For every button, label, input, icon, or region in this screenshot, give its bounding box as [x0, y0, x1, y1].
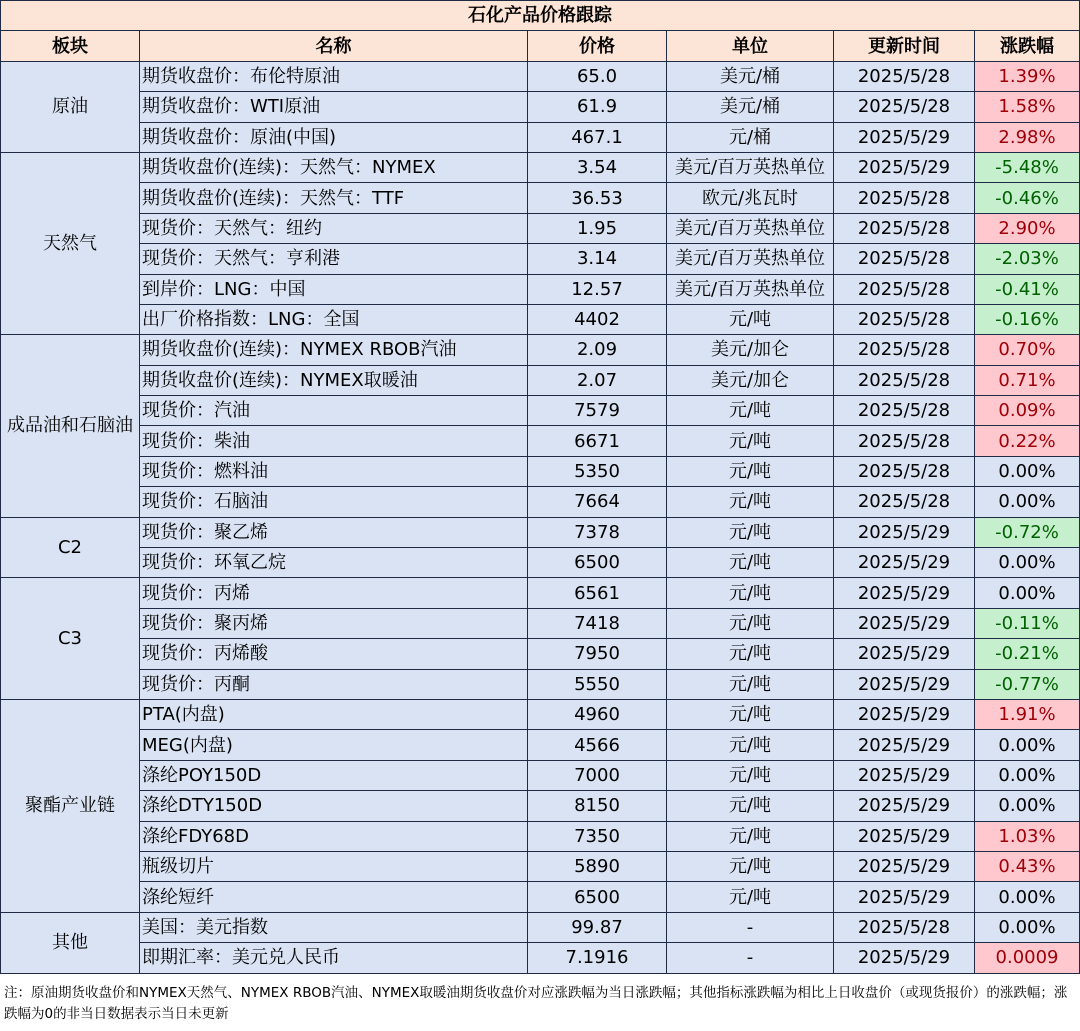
date-cell: 2025/5/29	[834, 699, 975, 729]
price-cell: 5550	[528, 669, 667, 699]
sector-cell: 聚酯产业链	[1, 699, 140, 912]
footnote: 注：原油期货收盘价和NYMEX天然气、NYMEX RBOB汽油、NYMEX取暖油期货收盘价对应涨跌幅为当日涨跌幅；其他指标涨跌幅为相比上日收盘价（或现货报价）的涨跌幅；涨跌幅为0的非当日数据表示当日未更新	[4, 985, 1068, 1022]
date-cell: 2025/5/29	[834, 851, 975, 881]
name-cell: 涤纶DTY150D	[140, 791, 528, 821]
name-cell: 瓶级切片	[140, 851, 528, 881]
name-cell: 期货收盘价：WTI原油	[140, 92, 528, 122]
change-cell: 0.00%	[975, 791, 1080, 821]
date-cell: 2025/5/28	[834, 912, 975, 942]
change-cell: -0.77%	[975, 669, 1080, 699]
table-row	[1, 882, 1080, 912]
price-cell: 7664	[528, 487, 667, 517]
price-cell: 5890	[528, 851, 667, 881]
table-row	[1, 213, 1080, 243]
unit-cell: 元/吨	[667, 426, 834, 456]
unit-cell: 元/吨	[667, 396, 834, 426]
price-cell: 4960	[528, 699, 667, 729]
change-cell: 2.98%	[975, 122, 1080, 152]
header-date: 更新时间	[834, 31, 975, 61]
unit-cell: 元/吨	[667, 821, 834, 851]
sector-cell: C3	[1, 578, 140, 700]
table-row	[1, 669, 1080, 699]
unit-cell: 元/吨	[667, 456, 834, 486]
price-cell: 7000	[528, 760, 667, 790]
change-cell: 0.00%	[975, 578, 1080, 608]
date-cell: 2025/5/29	[834, 152, 975, 182]
date-cell: 2025/5/29	[834, 821, 975, 851]
price-cell: 2.09	[528, 335, 667, 365]
table-row	[1, 122, 1080, 152]
date-cell: 2025/5/29	[834, 639, 975, 669]
unit-cell: 元/吨	[667, 487, 834, 517]
name-cell: 期货收盘价：布伦特原油	[140, 61, 528, 91]
name-cell: 期货收盘价(连续)：NYMEX取暖油	[140, 365, 528, 395]
name-cell: 到岸价：LNG：中国	[140, 274, 528, 304]
unit-cell: 元/吨	[667, 548, 834, 578]
unit-cell: 元/吨	[667, 669, 834, 699]
table-row	[1, 791, 1080, 821]
price-cell: 4566	[528, 730, 667, 760]
name-cell: 现货价：丙烯酸	[140, 639, 528, 669]
price-cell: 6500	[528, 882, 667, 912]
change-cell: 1.39%	[975, 61, 1080, 91]
date-cell: 2025/5/28	[834, 61, 975, 91]
unit-cell: 元/吨	[667, 304, 834, 334]
unit-cell: 美元/加仑	[667, 335, 834, 365]
price-cell: 1.95	[528, 213, 667, 243]
name-cell: 期货收盘价(连续)：NYMEX RBOB汽油	[140, 335, 528, 365]
table-row	[1, 608, 1080, 638]
price-cell: 99.87	[528, 912, 667, 942]
table-body	[1, 61, 1080, 973]
name-cell: 现货价：天然气：纽约	[140, 213, 528, 243]
unit-cell: 美元/百万英热单位	[667, 152, 834, 182]
table-row	[1, 821, 1080, 851]
name-cell: 现货价：丙酮	[140, 669, 528, 699]
table-row	[1, 760, 1080, 790]
change-cell: -0.72%	[975, 517, 1080, 547]
table-row	[1, 578, 1080, 608]
sector-cell: 其他	[1, 912, 140, 973]
date-cell: 2025/5/29	[834, 578, 975, 608]
unit-cell: 元/吨	[667, 791, 834, 821]
table-row	[1, 335, 1080, 365]
price-cell: 12.57	[528, 274, 667, 304]
date-cell: 2025/5/29	[834, 669, 975, 699]
table-row	[1, 699, 1080, 729]
change-cell: -0.41%	[975, 274, 1080, 304]
date-cell: 2025/5/29	[834, 791, 975, 821]
header-name: 名称	[140, 31, 528, 61]
date-cell: 2025/5/29	[834, 730, 975, 760]
date-cell: 2025/5/28	[834, 92, 975, 122]
price-cell: 3.14	[528, 244, 667, 274]
name-cell: 现货价：聚丙烯	[140, 608, 528, 638]
date-cell: 2025/5/28	[834, 487, 975, 517]
price-cell: 2.07	[528, 365, 667, 395]
name-cell: 现货价：天然气：亨利港	[140, 244, 528, 274]
change-cell: -0.46%	[975, 183, 1080, 213]
table-row	[1, 244, 1080, 274]
change-cell: 0.71%	[975, 365, 1080, 395]
price-cell: 7.1916	[528, 943, 667, 973]
change-cell: 0.22%	[975, 426, 1080, 456]
date-cell: 2025/5/28	[834, 304, 975, 334]
price-cell: 36.53	[528, 183, 667, 213]
name-cell: 期货收盘价(连续)：天然气：NYMEX	[140, 152, 528, 182]
date-cell: 2025/5/29	[834, 122, 975, 152]
table-row	[1, 426, 1080, 456]
sector-cell: 原油	[1, 61, 140, 152]
price-cell: 7579	[528, 396, 667, 426]
change-cell: -2.03%	[975, 244, 1080, 274]
unit-cell: 元/吨	[667, 760, 834, 790]
change-cell: 0.70%	[975, 335, 1080, 365]
date-cell: 2025/5/28	[834, 456, 975, 486]
price-cell: 8150	[528, 791, 667, 821]
change-cell: 2.90%	[975, 213, 1080, 243]
price-cell: 7378	[528, 517, 667, 547]
header-sector: 板块	[1, 31, 140, 61]
unit-cell: 美元/加仑	[667, 365, 834, 395]
table-title: 石化产品价格跟踪	[1, 1, 1080, 31]
table-row	[1, 912, 1080, 942]
unit-cell: 欧元/兆瓦时	[667, 183, 834, 213]
date-cell: 2025/5/29	[834, 548, 975, 578]
name-cell: 现货价：柴油	[140, 426, 528, 456]
date-cell: 2025/5/28	[834, 396, 975, 426]
name-cell: 涤纶POY150D	[140, 760, 528, 790]
unit-cell: 元/吨	[667, 639, 834, 669]
table-row	[1, 304, 1080, 334]
table-row	[1, 92, 1080, 122]
change-cell: -0.11%	[975, 608, 1080, 638]
price-cell: 6500	[528, 548, 667, 578]
date-cell: 2025/5/29	[834, 882, 975, 912]
name-cell: MEG(内盘)	[140, 730, 528, 760]
name-cell: 美国：美元指数	[140, 912, 528, 942]
table-row	[1, 396, 1080, 426]
name-cell: 出厂价格指数：LNG：全国	[140, 304, 528, 334]
unit-cell: 元/吨	[667, 730, 834, 760]
sector-cell: 成品油和石脑油	[1, 335, 140, 517]
date-cell: 2025/5/28	[834, 426, 975, 456]
price-cell: 7350	[528, 821, 667, 851]
price-cell: 7418	[528, 608, 667, 638]
table-row	[1, 61, 1080, 91]
date-cell: 2025/5/28	[834, 183, 975, 213]
sector-cell: 天然气	[1, 152, 140, 334]
unit-cell: 美元/百万英热单位	[667, 213, 834, 243]
change-cell: 1.03%	[975, 821, 1080, 851]
table-row	[1, 548, 1080, 578]
unit-cell: 元/吨	[667, 608, 834, 638]
name-cell: 涤纶短纤	[140, 882, 528, 912]
date-cell: 2025/5/28	[834, 365, 975, 395]
price-cell: 7950	[528, 639, 667, 669]
change-cell: -5.48%	[975, 152, 1080, 182]
name-cell: 现货价：汽油	[140, 396, 528, 426]
name-cell: 现货价：丙烯	[140, 578, 528, 608]
name-cell: 即期汇率：美元兑人民币	[140, 943, 528, 973]
change-cell: 0.00%	[975, 730, 1080, 760]
date-cell: 2025/5/28	[834, 244, 975, 274]
table-row	[1, 365, 1080, 395]
unit-cell: 元/吨	[667, 517, 834, 547]
change-cell: 1.58%	[975, 92, 1080, 122]
date-cell: 2025/5/29	[834, 608, 975, 638]
change-cell: 1.91%	[975, 699, 1080, 729]
table-row	[1, 851, 1080, 881]
table-row	[1, 487, 1080, 517]
change-cell: -0.21%	[975, 639, 1080, 669]
table-row	[1, 183, 1080, 213]
name-cell: 现货价：燃料油	[140, 456, 528, 486]
date-cell: 2025/5/28	[834, 274, 975, 304]
change-cell: 0.00%	[975, 882, 1080, 912]
table-row	[1, 639, 1080, 669]
name-cell: PTA(内盘)	[140, 699, 528, 729]
price-cell: 467.1	[528, 122, 667, 152]
unit-cell: -	[667, 912, 834, 942]
change-cell: 0.00%	[975, 456, 1080, 486]
unit-cell: 元/吨	[667, 851, 834, 881]
header-price: 价格	[528, 31, 667, 61]
unit-cell: 美元/百万英热单位	[667, 244, 834, 274]
change-cell: 0.00%	[975, 912, 1080, 942]
table-row	[1, 456, 1080, 486]
change-cell: 0.00%	[975, 548, 1080, 578]
price-cell: 65.0	[528, 61, 667, 91]
date-cell: 2025/5/29	[834, 760, 975, 790]
name-cell: 现货价：环氧乙烷	[140, 548, 528, 578]
unit-cell: 美元/桶	[667, 61, 834, 91]
unit-cell: 元/吨	[667, 578, 834, 608]
price-cell: 6671	[528, 426, 667, 456]
header-change: 涨跌幅	[975, 31, 1080, 61]
price-cell: 5350	[528, 456, 667, 486]
price-cell: 3.54	[528, 152, 667, 182]
unit-cell: -	[667, 943, 834, 973]
price-cell: 4402	[528, 304, 667, 334]
table-row	[1, 274, 1080, 304]
change-cell: -0.16%	[975, 304, 1080, 334]
change-cell: 0.0009	[975, 943, 1080, 973]
change-cell: 0.43%	[975, 851, 1080, 881]
table-row	[1, 943, 1080, 973]
sector-cell: C2	[1, 517, 140, 578]
name-cell: 现货价：聚乙烯	[140, 517, 528, 547]
table-row	[1, 152, 1080, 182]
change-cell: 0.00%	[975, 487, 1080, 517]
unit-cell: 美元/桶	[667, 92, 834, 122]
unit-cell: 元/吨	[667, 882, 834, 912]
header-row	[1, 31, 1080, 61]
date-cell: 2025/5/28	[834, 335, 975, 365]
price-cell: 6561	[528, 578, 667, 608]
unit-cell: 元/吨	[667, 699, 834, 729]
table-row	[1, 730, 1080, 760]
date-cell: 2025/5/28	[834, 213, 975, 243]
name-cell: 涤纶FDY68D	[140, 821, 528, 851]
title-row	[1, 1, 1080, 31]
date-cell: 2025/5/29	[834, 943, 975, 973]
change-cell: 0.00%	[975, 760, 1080, 790]
unit-cell: 美元/百万英热单位	[667, 274, 834, 304]
date-cell: 2025/5/29	[834, 517, 975, 547]
name-cell: 期货收盘价：原油(中国)	[140, 122, 528, 152]
unit-cell: 元/桶	[667, 122, 834, 152]
table-row	[1, 517, 1080, 547]
price-cell: 61.9	[528, 92, 667, 122]
name-cell: 期货收盘价(连续)：天然气：TTF	[140, 183, 528, 213]
name-cell: 现货价：石脑油	[140, 487, 528, 517]
header-unit: 单位	[667, 31, 834, 61]
change-cell: 0.09%	[975, 396, 1080, 426]
